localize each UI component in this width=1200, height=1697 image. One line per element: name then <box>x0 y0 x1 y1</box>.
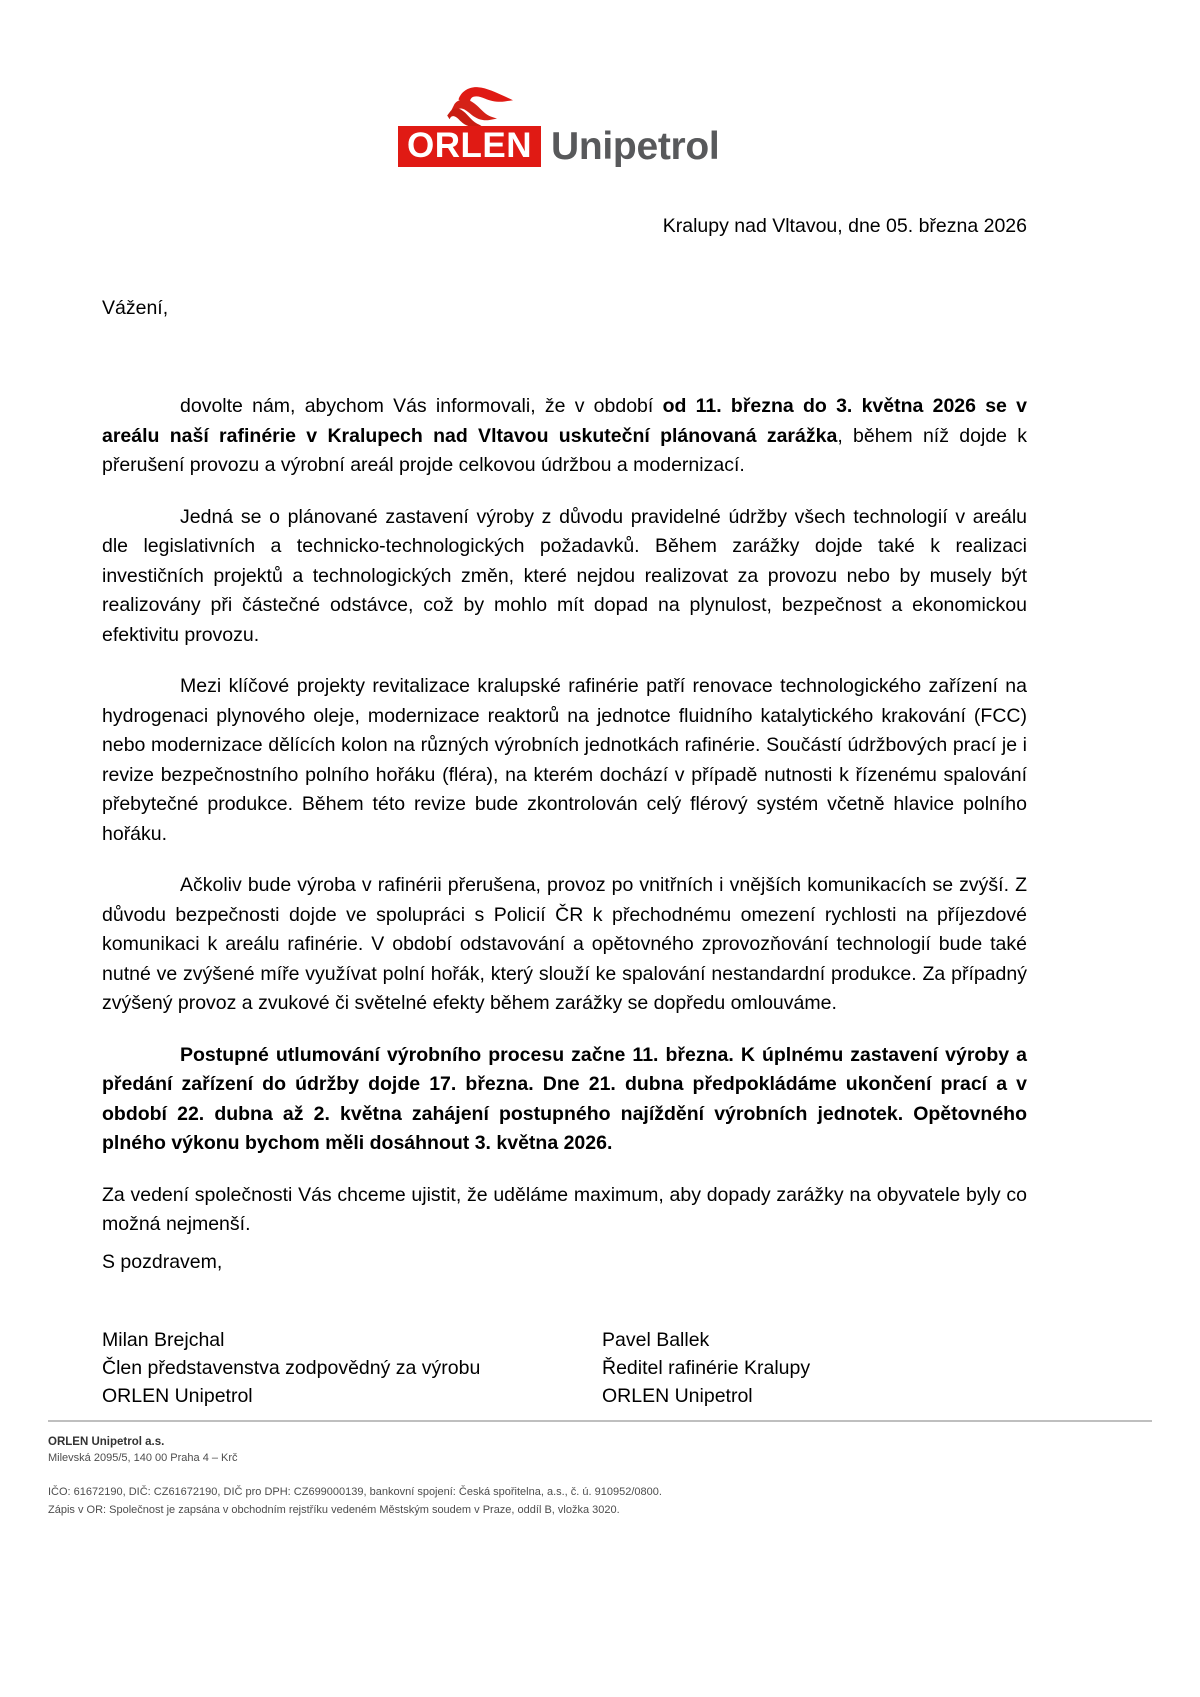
text-run: Jedná se o plánované zastavení výroby z důvodu pravidelné údržby všech technologií v areálu dle legislativních a technicko-technologických požadavků. Během zarážky dojde také k realizaci investičních projektů a technologických změn, které nejdou realizovat za provozu nebo by musely být realizovány při částečné odstávce, což by mohlo mít dopad na plynulost, bezpečnost a ekonomickou efektivitu provozu. <box>102 505 1027 646</box>
paragraph-p3 <box>102 672 1027 849</box>
signer-name: Milan Brejchal <box>102 1329 225 1351</box>
logo-orlen-text: ORLEN <box>398 126 541 167</box>
footer <box>48 1434 1158 1519</box>
logo-wordmark <box>398 126 719 167</box>
signature-block <box>102 1326 1027 1410</box>
signer-name: Pavel Ballek <box>602 1329 710 1351</box>
text-run-bold: od 11. března do 3. května 2026 se v areálu naší rafinérie v Kralupech nad Vltavou uskuteční plánovaná zarážka <box>102 395 1027 447</box>
salutation: Vážení, <box>102 297 169 319</box>
footer-legal-line-1: IČO: 61672190, DIČ: CZ61672190, DIČ pro DPH: CZ699000139, bankovní spojení: Česká spořitelna, a.s., č. ú. 910952/0800. <box>48 1486 662 1498</box>
paragraph-p6 <box>102 1181 1027 1240</box>
logo-unipetrol-text: Unipetrol <box>551 125 720 168</box>
paragraph-list <box>102 392 1027 1262</box>
orlen-unipetrol-logo <box>398 84 718 174</box>
text-run: Mezi klíčové projekty revitalizace kralupské rafinérie patří renovace technologického zařízení na hydrogenaci plynového oleje, modernizace reaktorů na jednotce fluidního katalytického krakování (FCC) nebo modernizace dělících kolon na různých výrobních jednotkách rafinérie. Součástí údržbových prací je i revize bezpečnostního polního hořáku (fléra), na kterém dochází v případě nutnosti k řízenému spalování přebytečné produkce. Během této revize bude zkontrolován celý flérový systém včetně hlavice polního hořáku. <box>102 675 1027 845</box>
closing-line: S pozdravem, <box>102 1251 223 1273</box>
signature-right <box>602 1326 1027 1410</box>
footer-legal-line-2: Zápis v OR: Společnost je zapsána v obchodním rejstříku vedeném Městským soudem v Praze, oddíl B, vložka 3020. <box>48 1504 620 1516</box>
signature-left <box>102 1326 602 1410</box>
signer-org: ORLEN Unipetrol <box>602 1385 753 1407</box>
text-run: , během níž dojde k přerušení provozu a výrobní areál projde celkovou údržbou a modernizací. <box>102 424 1028 476</box>
footer-address: Milevská 2095/5, 140 00 Praha 4 – Krč <box>48 1452 238 1464</box>
signer-org: ORLEN Unipetrol <box>102 1385 253 1407</box>
text-run: Za vedení společnosti Vás chceme ujistit, že uděláme maximum, aby dopady zarážky na obyvatele byly co možná nejmenší. <box>102 1183 1027 1235</box>
orlen-eagle-icon <box>440 84 514 128</box>
date-line: Kralupy nad Vltavou, dne 05. března 2026 <box>662 215 1027 237</box>
signer-role: Člen představenstva zodpovědný za výrobu <box>102 1357 481 1379</box>
text-run-bold: Postupné utlumování výrobního procesu začne 11. března. K úplnému zastavení výroby a předání zařízení do údržby dojde 17. března. Dne 21. dubna předpokládáme ukončení prací a v období 22. dubna až 2. května zahájení postupného najíždění výrobních jednotek. Opětovného plného výkonu bychom měli dosáhnout 3. května 2026. <box>102 1043 1027 1154</box>
text-run: Ačkoliv bude výroba v rafinérii přerušena, provoz po vnitřních i vnějších komunikacích se zvýší. Z důvodu bezpečnosti dojde ve spolupráci s Policií ČR k přechodnému omezení rychlosti na příjezdové komunikaci k areálu rafinérie. V období odstavování a opětovného zprovozňování technologií bude také nutné ve zvýšené míře využívat polní hořák, který slouží ke spalování nestandardní produkce. Za případný zvýšený provoz a zvukové či světelné efekty během zarážky se dopředu omlouváme. <box>102 874 1027 1014</box>
paragraph-p5 <box>102 1041 1027 1159</box>
footer-divider <box>48 1420 1152 1422</box>
signer-role: Ředitel rafinérie Kralupy <box>602 1357 811 1379</box>
text-run: dovolte nám, abychom Vás informovali, že v období <box>180 395 663 417</box>
paragraph-p1 <box>102 392 1027 481</box>
paragraph-p2 <box>102 503 1027 651</box>
paragraph-p4 <box>102 871 1027 1019</box>
footer-company-name: ORLEN Unipetrol a.s. <box>48 1436 165 1448</box>
